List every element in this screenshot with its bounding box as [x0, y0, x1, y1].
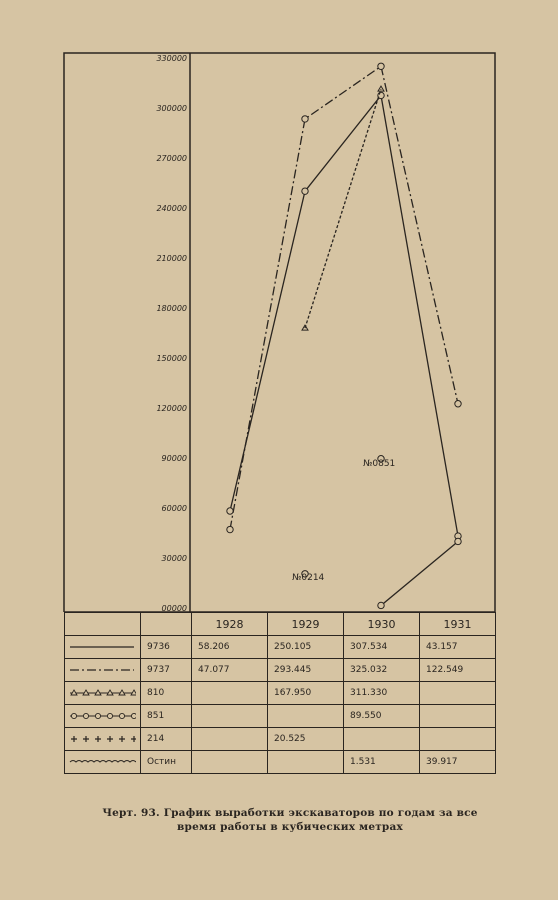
value-cell: 250.105 — [268, 636, 344, 659]
legend-cell — [65, 751, 141, 774]
data-point — [455, 538, 461, 544]
series-name: 810 — [141, 682, 192, 705]
y-tick-label: 210000 — [156, 254, 187, 263]
legend-cell — [65, 659, 141, 682]
y-tick-label: 330000 — [156, 54, 187, 63]
series-name: Остин — [141, 751, 192, 774]
value-cell: 39.917 — [420, 751, 496, 774]
data-table — [64, 612, 496, 774]
value-cell — [192, 682, 268, 705]
data-point — [378, 63, 384, 69]
header-year: 1930 — [344, 613, 420, 636]
value-cell — [192, 728, 268, 751]
series-name: 9737 — [141, 659, 192, 682]
legend-cell — [65, 705, 141, 728]
figure-caption — [70, 806, 510, 834]
value-cell: 89.550 — [344, 705, 420, 728]
y-tick-label: 150000 — [156, 354, 187, 363]
value-cell — [268, 705, 344, 728]
legend-cell — [65, 682, 141, 705]
caption-line-1: Черт. 93. График выработки экскаваторов по годам за все — [102, 807, 478, 819]
series-line-Остин — [381, 541, 458, 605]
y-tick-label: 60000 — [161, 504, 187, 513]
y-tick-label: 90000 — [161, 454, 187, 463]
data-point — [302, 188, 308, 194]
data-point — [302, 116, 308, 122]
data-point — [227, 526, 233, 532]
value-cell: 43.157 — [420, 636, 496, 659]
header-year: 1928 — [192, 613, 268, 636]
table-row — [65, 636, 496, 659]
header-year: 1929 — [268, 613, 344, 636]
legend-swatch-icon — [68, 640, 136, 654]
y-tick-label: 180000 — [156, 304, 187, 313]
series-line-9736 — [230, 95, 458, 536]
legend-swatch-icon — [68, 732, 136, 746]
chart-frame — [64, 53, 495, 612]
value-cell — [344, 728, 420, 751]
legend-swatch-icon — [68, 686, 136, 700]
legend-swatch-icon — [68, 663, 136, 677]
data-point — [378, 86, 384, 91]
caption-line-2: время работы в кубических метрах — [177, 821, 403, 833]
y-tick-label: 00000 — [161, 604, 187, 612]
series-name: 851 — [141, 705, 192, 728]
y-tick-label: 270000 — [156, 154, 187, 163]
legend-swatch-icon — [68, 709, 136, 723]
value-cell: 307.534 — [344, 636, 420, 659]
table-row — [65, 659, 496, 682]
table-row — [65, 751, 496, 774]
data-point — [378, 602, 384, 608]
value-cell: 122.549 — [420, 659, 496, 682]
table-row — [65, 705, 496, 728]
data-point — [227, 508, 233, 514]
header-name-cell — [141, 613, 192, 636]
value-cell: 167.950 — [268, 682, 344, 705]
header-legend-cell — [65, 613, 141, 636]
table-row — [65, 728, 496, 751]
value-cell: 325.032 — [344, 659, 420, 682]
value-cell — [420, 705, 496, 728]
value-cell — [192, 705, 268, 728]
legend-swatch-icon — [68, 755, 136, 769]
legend-cell — [65, 728, 141, 751]
y-tick-label: 30000 — [161, 554, 187, 563]
value-cell: 47.077 — [192, 659, 268, 682]
series-name: 9736 — [141, 636, 192, 659]
header-year: 1931 — [420, 613, 496, 636]
y-tick-label: 120000 — [156, 404, 187, 413]
table-header-row — [65, 613, 496, 636]
series-line-810 — [305, 89, 381, 328]
y-tick-label: 300000 — [156, 104, 187, 113]
series-name: 214 — [141, 728, 192, 751]
plot-annotation: №0214 — [292, 573, 325, 583]
y-tick-label: 240000 — [156, 204, 187, 213]
data-point — [455, 401, 461, 407]
value-cell: 1.531 — [344, 751, 420, 774]
value-cell: 20.525 — [268, 728, 344, 751]
value-cell: 293.445 — [268, 659, 344, 682]
value-cell: 311.330 — [344, 682, 420, 705]
table-row — [65, 682, 496, 705]
value-cell: 58.206 — [192, 636, 268, 659]
plot-annotation: №0851 — [363, 459, 396, 469]
legend-cell — [65, 636, 141, 659]
value-cell — [268, 751, 344, 774]
series-line-9737 — [230, 66, 458, 529]
value-cell — [420, 682, 496, 705]
value-cell — [192, 751, 268, 774]
value-cell — [420, 728, 496, 751]
